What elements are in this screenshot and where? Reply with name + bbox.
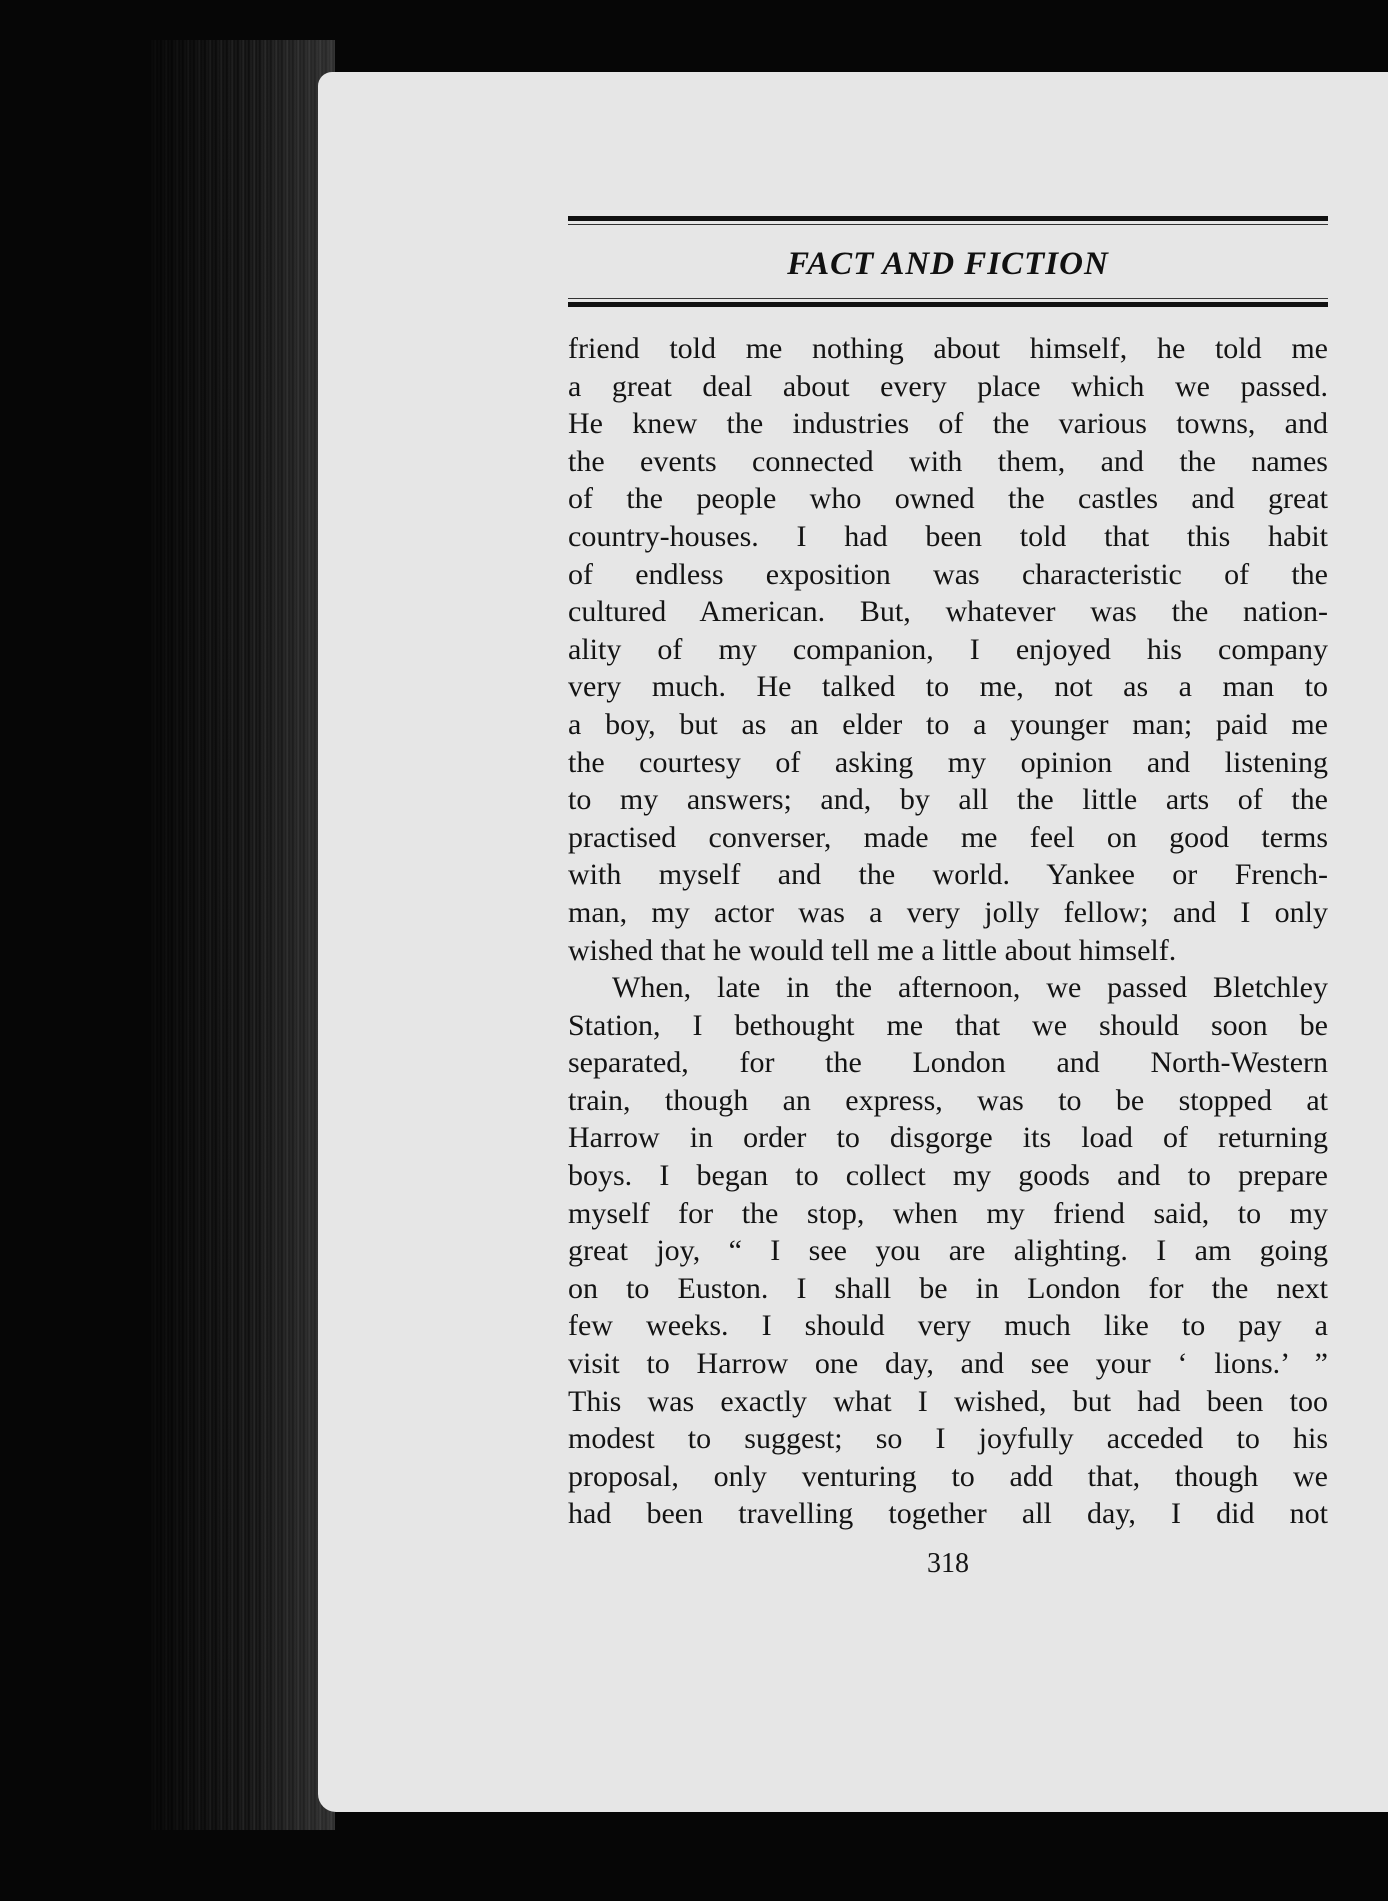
text-line: great joy, “ I see you are alighting. I am going: [568, 1234, 1328, 1268]
page-edge-shadow: [150, 40, 335, 1830]
text-line: Station, I bethought me that we should soon be: [568, 1008, 1328, 1042]
text-line: train, though an express, was to be stopped at: [568, 1083, 1328, 1117]
header-rule-bottom: [568, 298, 1328, 307]
text-line: a great deal about every place which we passed.: [568, 369, 1328, 403]
text-line: When, late in the afternoon, we passed Bletchley: [612, 971, 1328, 1005]
text-line: This was exactly what I wished, but had been too: [568, 1384, 1328, 1418]
page-number: 318: [927, 1548, 969, 1579]
text-line: wished that he would tell me a little about himself.: [568, 933, 1177, 967]
text-line: practised converser, made me feel on good terms: [568, 820, 1328, 854]
text-line: Harrow in order to disgorge its load of returning: [568, 1121, 1328, 1155]
text-line: had been travelling together all day, I did not: [568, 1497, 1328, 1531]
text-line: boys. I began to collect my goods and to prepare: [568, 1159, 1328, 1193]
body-text: [568, 330, 1328, 1533]
text-line: of endless exposition was characteristic of the: [568, 557, 1328, 591]
text-line: the events connected with them, and the names: [568, 444, 1328, 478]
text-line: proposal, only venturing to add that, though we: [568, 1459, 1328, 1493]
text-line: of the people who owned the castles and great: [568, 482, 1328, 516]
text-line: a boy, but as an elder to a younger man; paid me: [568, 707, 1328, 741]
text-line: very much. He talked to me, not as a man to: [568, 670, 1328, 704]
text-line: visit to Harrow one day, and see your ‘ lions.’ ”: [568, 1347, 1328, 1381]
running-head: FACT AND FICTION: [787, 246, 1109, 282]
text-line: ality of my companion, I enjoyed his company: [568, 632, 1328, 666]
text-line: on to Euston. I shall be in London for the next: [568, 1271, 1328, 1305]
text-line: separated, for the London and North-Western: [568, 1046, 1328, 1080]
text-line: He knew the industries of the various towns, and: [568, 407, 1328, 441]
text-line: friend told me nothing about himself, he told me: [568, 332, 1328, 365]
header-rule-top: [568, 216, 1328, 225]
text-line: myself for the stop, when my friend said, to my: [568, 1196, 1328, 1230]
text-line: country-houses. I had been told that this habit: [568, 519, 1328, 553]
text-line: the courtesy of asking my opinion and listening: [568, 745, 1328, 779]
text-line: few weeks. I should very much like to pay a: [568, 1309, 1328, 1343]
text-line: with myself and the world. Yankee or French-: [568, 858, 1328, 892]
text-line: man, my actor was a very jolly fellow; and I only: [568, 895, 1328, 929]
text-line: to my answers; and, by all the little arts of the: [568, 783, 1328, 817]
text-line: cultured American. But, whatever was the nation-: [568, 595, 1328, 629]
text-line: modest to suggest; so I joyfully acceded to his: [568, 1422, 1328, 1456]
